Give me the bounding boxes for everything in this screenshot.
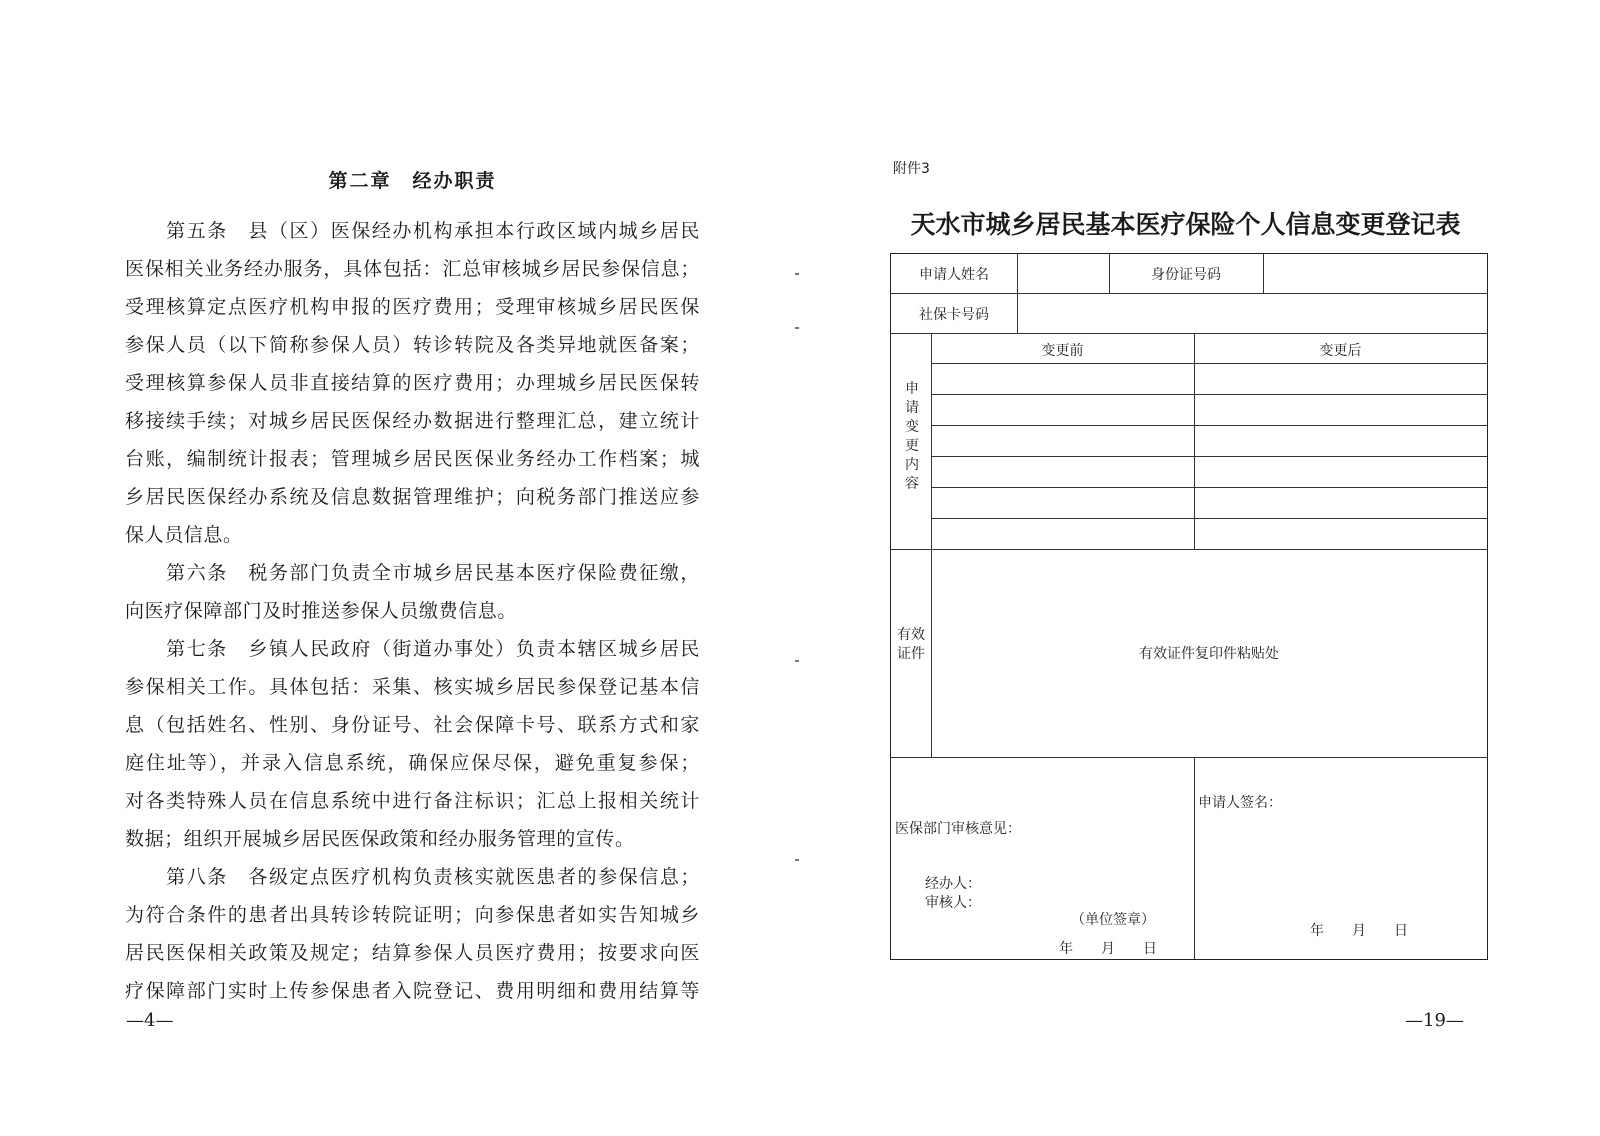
right-page-number: —19— bbox=[1405, 1010, 1464, 1031]
text-line: 参保人员（以下简称参保人员）转诊转院及各类异地就医备案； bbox=[125, 334, 700, 356]
text-line: 受理核算定点医疗机构申报的医疗费用；受理审核城乡居民医保 bbox=[125, 296, 700, 318]
text-line: 第七条 乡镇人民政府（街道办事处）负责本辖区城乡居民 bbox=[125, 638, 700, 660]
text-line: 第八条 各级定点医疗机构负责核实就医患者的参保信息； bbox=[125, 866, 700, 888]
id-number-label: 身份证号码 bbox=[1151, 267, 1221, 283]
text-line: 第六条 税务部门负责全市城乡居民基本医疗保险费征缴， bbox=[125, 562, 700, 584]
change-section-label: 申请变更内容 bbox=[905, 381, 919, 492]
text-line: 息（包括姓名、性别、身份证号、社会保障卡号、联系方式和家 bbox=[125, 714, 700, 736]
table-rule bbox=[931, 425, 1487, 426]
left-page-number: —4— bbox=[126, 1010, 174, 1031]
applicant-name-label: 申请人姓名 bbox=[919, 267, 989, 283]
table-rule bbox=[891, 549, 1487, 550]
text-line: 移接续手续；对城乡居民医保经办数据进行整理汇总，建立统计 bbox=[125, 410, 700, 432]
table-rule bbox=[891, 757, 1487, 758]
table-rule bbox=[1263, 254, 1264, 293]
article-text bbox=[125, 212, 700, 1010]
table-rule bbox=[891, 293, 1487, 294]
text-line: 居民医保相关政策及规定；结算参保人员医疗费用；按要求向医 bbox=[125, 942, 700, 964]
text-line: 庭住址等），并录入信息系统，确保应保尽保，避免重复参保； bbox=[125, 752, 700, 774]
id-copy-paste-area: 有效证件复印件粘贴处 bbox=[1139, 646, 1279, 662]
registration-form-table bbox=[890, 253, 1488, 960]
attachment-label: 附件3 bbox=[893, 161, 930, 177]
before-change-header: 变更前 bbox=[1041, 343, 1084, 359]
text-line: 乡居民医保经办系统及信息数据管理维护；向税务部门推送应参 bbox=[125, 486, 700, 508]
table-rule bbox=[931, 333, 932, 757]
text-line: 医保相关业务经办服务，具体包括：汇总审核城乡居民参保信息； bbox=[125, 258, 700, 280]
signature-date: 年 月 日 bbox=[1310, 923, 1408, 939]
text-line: 为符合条件的患者出具转诊转院证明；向参保患者如实告知城乡 bbox=[125, 904, 700, 926]
text-line: 数据；组织开展城乡居民医保政策和经办服务管理的宣传。 bbox=[125, 828, 635, 850]
review-date: 年 月 日 bbox=[1059, 941, 1157, 957]
margin-mark bbox=[795, 273, 799, 275]
valid-id-label: 有效证件 bbox=[897, 627, 925, 662]
text-line: 向医疗保障部门及时推送参保人员缴费信息。 bbox=[125, 600, 518, 622]
table-rule bbox=[1194, 333, 1195, 549]
text-line: 保人员信息。 bbox=[125, 524, 243, 546]
after-change-header: 变更后 bbox=[1319, 343, 1362, 359]
table-rule bbox=[931, 394, 1487, 395]
margin-mark bbox=[795, 327, 799, 329]
text-line: 台账，编制统计报表；管理城乡居民医保业务经办工作档案；城 bbox=[125, 448, 700, 470]
form-title: 天水市城乡居民基本医疗保险个人信息变更登记表 bbox=[910, 210, 1461, 239]
text-line: 受理核算参保人员非直接结算的医疗费用；办理城乡居民医保转 bbox=[125, 372, 700, 394]
table-rule bbox=[891, 333, 1487, 334]
reviewer-label: 审核人： bbox=[925, 895, 981, 911]
table-rule bbox=[1194, 757, 1195, 959]
margin-mark bbox=[795, 660, 799, 662]
table-rule bbox=[931, 456, 1487, 457]
review-opinion-label: 医保部门审核意见： bbox=[895, 821, 1021, 837]
handler-label: 经办人： bbox=[925, 876, 981, 892]
social-card-label: 社保卡号码 bbox=[919, 307, 989, 323]
chapter-title: 第二章 经办职责 bbox=[328, 170, 497, 192]
table-rule bbox=[1017, 293, 1018, 333]
table-rule bbox=[931, 518, 1487, 519]
unit-seal-label: （单位签章） bbox=[1071, 912, 1155, 928]
table-rule bbox=[931, 487, 1487, 488]
text-line: 对各类特殊人员在信息系统中进行备注标识；汇总上报相关统计 bbox=[125, 790, 700, 812]
table-rule bbox=[931, 363, 1487, 364]
text-line: 第五条 县（区）医保经办机构承担本行政区域内城乡居民 bbox=[125, 220, 700, 242]
text-line: 参保相关工作。具体包括：采集、核实城乡居民参保登记基本信 bbox=[125, 676, 700, 698]
margin-mark bbox=[795, 859, 799, 861]
table-rule bbox=[1017, 254, 1018, 293]
text-line: 疗保障部门实时上传参保患者入院登记、费用明细和费用结算等 bbox=[125, 980, 700, 1002]
applicant-signature-label: 申请人签名： bbox=[1198, 795, 1282, 811]
